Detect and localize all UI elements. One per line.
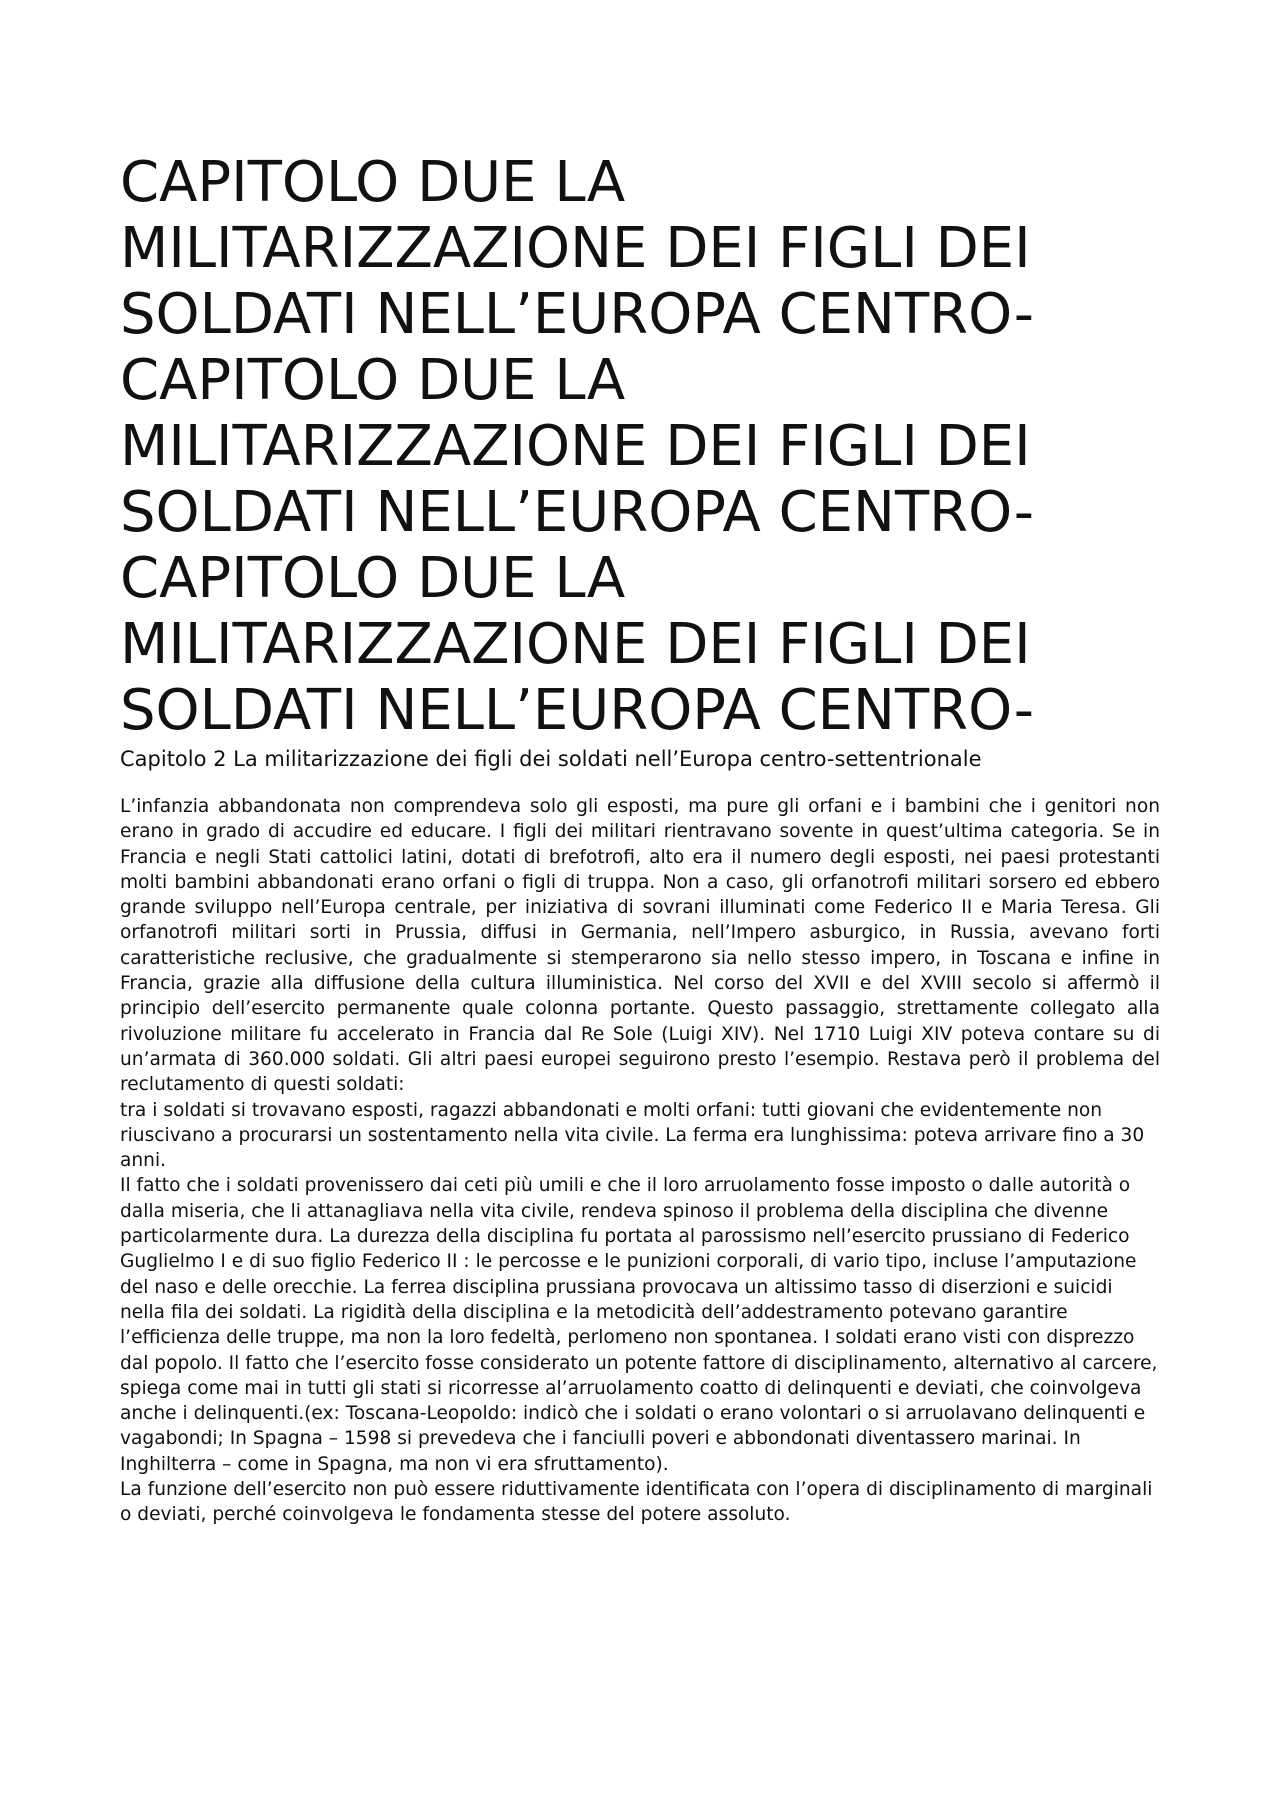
- page-title: [120, 150, 1160, 744]
- paragraph: L’infanzia abbandonata non comprendeva solo gli esposti, ma pure gli orfani e i bambini che i genitori non erano in grado di accudire ed educare. I figli dei militari rientravano sovente in quest’ultima categoria. Se in Francia e negli Stati cattolici latini, dotati di brefotrofi, alto era il numero degli esposti, nei paesi protestanti molti bambini abbandonati erano orfani o figli di truppa. Non a caso, gli orfanotrofi militari sorsero ed ebbero grande sviluppo nell’Europa centrale, per iniziativa di sovrani illuminati come Federico II e Maria Teresa. Gli orfanotrofi militari sorti in Prussia, diffusi in Germania, nell’Impero asburgico, in Russia, avevano forti caratteristiche reclusive, che gradualmente si stemperarono sia nello stesso impero, in Toscana e infine in Francia, grazie alla diffusione della cultura illuministica. Nel corso del XVII e del XVIII secolo si affermò il principio dell’esercito permanente quale colonna portante. Questo passaggio, strettamente collegato alla rivoluzione militare fu accelerato in Francia dal Re Sole (Luigi XIV). Nel 1710 Luigi XIV poteva contare su di un’armata di 360.000 soldati. Gli altri paesi europei seguirono presto l’esempio. Restava però il problema del reclutamento di questi soldati:: [120, 796, 1160, 1096]
- title-line: SOLDATI NELL’EUROPA CENTRO-: [120, 678, 1034, 743]
- title-line: MILITARIZZAZIONE DEI FIGLI DEI: [120, 414, 1031, 479]
- title-line: MILITARIZZAZIONE DEI FIGLI DEI: [120, 612, 1031, 677]
- title-line: CAPITOLO DUE LA: [120, 150, 626, 215]
- title-line: CAPITOLO DUE LA: [120, 546, 626, 611]
- chapter-subtitle: Capitolo 2 La militarizzazione dei figli dei soldati nell’Europa centro-settentrionale: [120, 747, 982, 771]
- title-line: SOLDATI NELL’EUROPA CENTRO-: [120, 282, 1034, 347]
- paragraph: La funzione dell’esercito non può essere riduttivamente identificata con l’opera di disciplinamento di marginali o deviati, perché coinvolgeva le fondamenta stesse del potere assoluto.: [120, 1479, 1153, 1526]
- paragraph: tra i soldati si trovavano esposti, ragazzi abbandonati e molti orfani: tutti giovani che evidentemente non riuscivano a procurarsi un sostentamento nella vita civile. La ferma era lunghissima: poteva arrivare fino a 30 anni.: [120, 1099, 1145, 1172]
- title-line: MILITARIZZAZIONE DEI FIGLI DEI: [120, 216, 1031, 281]
- title-line: CAPITOLO DUE LA: [120, 348, 626, 413]
- title-line: SOLDATI NELL’EUROPA CENTRO-: [120, 480, 1034, 545]
- paragraph: Il fatto che i soldati provenissero dai ceti più umili e che il loro arruolamento fosse imposto o dalle autorità o dalla miseria, che li attanagliava nella vita civile, rendeva spinoso il problema della disciplina che divenne particolarmente dura. La durezza della disciplina fu portata al parossismo nell’esercito prussiano di Federico Guglielmo I e di suo figlio Federico II : le percosse e le punizioni corporali, di vario tipo, incluse l’amputazione del naso e delle orecchie. La ferrea disciplina prussiana provocava un altissimo tasso di diserzioni e suicidi nella fila dei soldati. La rigidità della disciplina e la metodicità dell’addestramento potevano garantire l’efficienza delle truppe, ma non la loro fedeltà, perlomeno non spontanea. I soldati erano visti con disprezzo dal popolo. Il fatto che l’esercito fosse considerato un potente fattore di disciplinamento, alternativo al carcere, spiega come mai in tutti gli stati si ricorresse al’arruolamento coatto di delinquenti e deviati, che coinvolgeva anche i delinquenti.(ex: Toscana-Leopoldo: indicò che i soldati o erano volontari o si arruolavano delinquenti e vagabondi; In Spagna – 1598 si prevedeva che i fanciulli poveri e abbondonati diventassero marinai. In Inghilterra – come in Spagna, ma non vi era sfruttamento).: [120, 1175, 1158, 1475]
- document-page: [120, 150, 1160, 1528]
- body-text: [120, 794, 1160, 1528]
